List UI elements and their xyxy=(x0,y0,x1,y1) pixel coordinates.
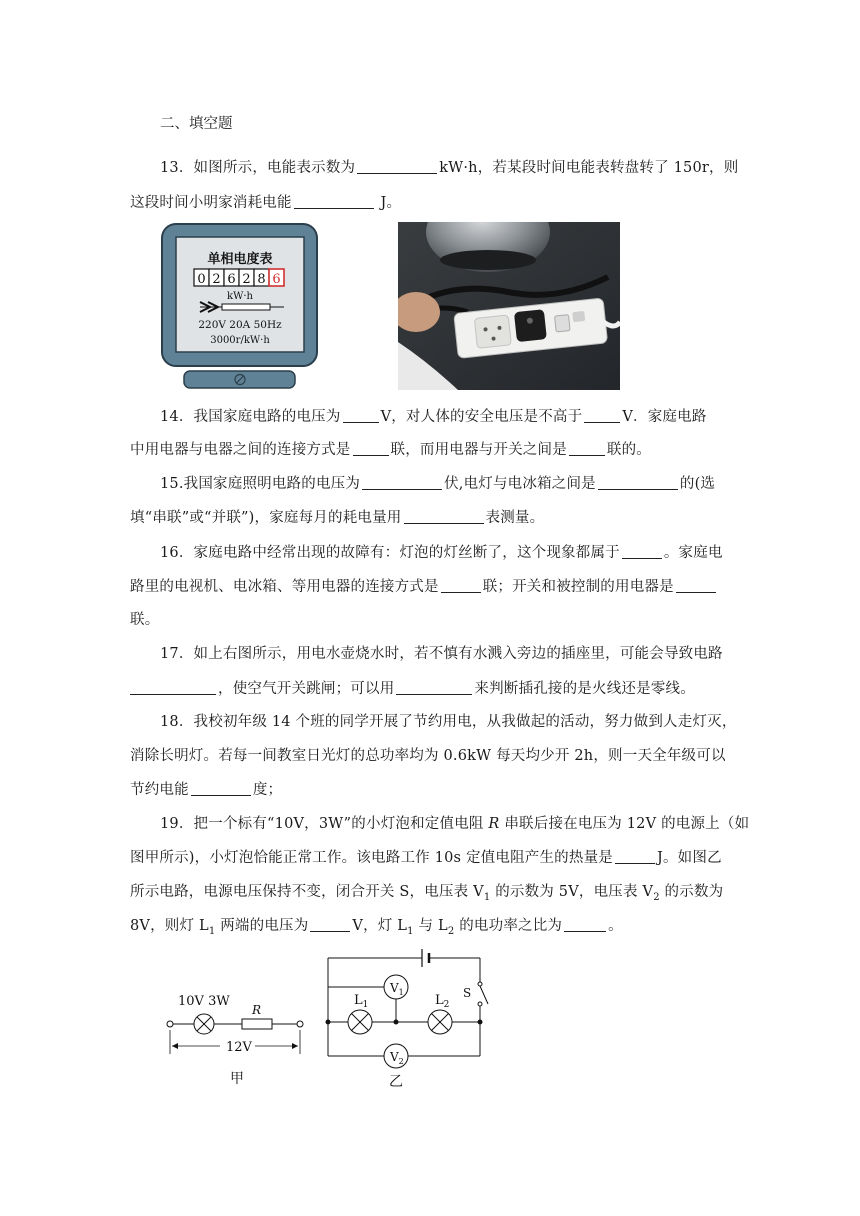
q13-blank-2[interactable] xyxy=(294,194,374,209)
q19-sub-v1: 1 xyxy=(483,891,491,903)
circuit-b xyxy=(318,946,490,1092)
voltmeter-v2-label: $V_2$ xyxy=(390,1050,404,1066)
battery-icon xyxy=(422,949,429,967)
q14-line-1 xyxy=(160,405,707,426)
q19-blank-3[interactable] xyxy=(564,917,606,932)
q16-blank-2[interactable] xyxy=(441,578,481,593)
terminal-left-icon xyxy=(167,1021,173,1027)
meter-digit-6: 6 xyxy=(272,272,281,287)
meter-digit-1: 0 xyxy=(197,272,206,287)
q14-text-c: V．家庭电路 xyxy=(622,409,707,425)
q19-text-g: 的示数为 xyxy=(659,884,724,900)
q16-line-3 xyxy=(130,608,159,629)
meter-spec-1: 220V 20A 50Hz xyxy=(198,319,282,331)
q19-text-a: 19．把一个标有“10V，3W”的小灯泡和定值电阻 xyxy=(160,816,489,832)
q19-blank-2[interactable] xyxy=(310,917,350,932)
q14-text-a: 14．我国家庭电路的电压为 xyxy=(160,409,341,425)
q13-line-1 xyxy=(160,156,738,177)
q19-sub-l1b: 1 xyxy=(407,925,414,937)
q14-text-f: 联的。 xyxy=(606,442,652,458)
q13-text-a: 13．如图所示，电能表示数为 xyxy=(160,160,356,176)
q17-line-2 xyxy=(130,677,695,698)
q17-text-b: ，使空气开关跳闸；可以用 xyxy=(218,681,395,697)
q14-text-b: V，对人体的安全电压是不高于 xyxy=(380,409,583,425)
q14-text-d: 中用电器与电器之间的连接方式是 xyxy=(130,442,351,458)
q13-blank-1[interactable] xyxy=(357,159,437,174)
q19-text-b: 串联后接在电压为 12V 的电源上（如 xyxy=(499,816,750,832)
q19-text-f: 的示数为 5V，电压表 V xyxy=(490,884,654,900)
q19-line-2 xyxy=(130,846,722,867)
meter-digit-2: 2 xyxy=(212,272,221,287)
q15-text-a: 15.我国家庭照明电路的电压为 xyxy=(160,476,361,492)
switch-label: S xyxy=(463,986,472,1000)
meter-digit-3: 6 xyxy=(227,272,236,287)
q19-text-e: 所示电路，电源电压保持不变，闭合开关 S，电压表 V xyxy=(130,884,484,900)
circuit-b-caption: 乙 xyxy=(389,1074,403,1090)
q16-text-b: 。家庭电 xyxy=(663,545,723,561)
q17-line-1 xyxy=(160,642,723,663)
q14-blank-1[interactable] xyxy=(343,408,379,423)
q19-blank-1[interactable] xyxy=(615,849,655,864)
q19-sub-l1a: 1 xyxy=(208,925,216,937)
q19-text-i: 两端的电压为 xyxy=(215,918,309,934)
terminal-right-icon xyxy=(297,1021,303,1027)
switch-s-icon[interactable] xyxy=(478,982,488,1006)
voltmeter-v1-label: $V_1$ xyxy=(390,981,404,997)
q18-text-d: 度； xyxy=(252,782,283,798)
q19-resistor-symbol: R xyxy=(488,816,500,832)
meter-digit-5: 8 xyxy=(257,272,266,287)
q15-text-d: 填“串联”或“并联”)，家庭每月的耗电量用 xyxy=(130,510,402,526)
circuit-a-resistor-label: R xyxy=(252,1003,262,1017)
meter-digit-row xyxy=(194,269,284,287)
circuit-a xyxy=(160,990,320,1090)
q14-blank-2[interactable] xyxy=(584,408,620,423)
q19-text-k: 与 L xyxy=(413,918,448,934)
q19-sub-l2: 2 xyxy=(447,925,455,937)
meter-title: 单相电度表 xyxy=(207,252,273,267)
circuit-a-voltage-label: 12V xyxy=(226,1040,252,1055)
q19-text-j: V，灯 L xyxy=(352,918,408,934)
q17-blank-1[interactable] xyxy=(130,680,216,695)
q15-blank-1[interactable] xyxy=(362,475,442,490)
q19-text-d: J。如图乙 xyxy=(656,850,722,866)
section-heading: 二、填空题 xyxy=(160,116,233,132)
q17-text-c: 来判断插孔接的是火线还是零线。 xyxy=(474,681,695,697)
q15-blank-3[interactable] xyxy=(404,509,484,524)
q13-text-b: kW·h，若某段时间电能表转盘转了 150r，则 xyxy=(439,160,739,176)
q16-line-2 xyxy=(130,575,718,596)
lamp-icon xyxy=(194,1014,214,1034)
q15-text-e: 表测量。 xyxy=(485,510,545,526)
resistor-icon xyxy=(242,1019,272,1029)
q17-blank-2[interactable] xyxy=(396,680,472,695)
q18-line-2 xyxy=(130,744,726,765)
q13-line-2 xyxy=(130,191,401,212)
q19-line-1 xyxy=(160,812,749,833)
q16-line-1 xyxy=(160,541,723,562)
q19-text-h: 8V，则灯 L xyxy=(130,918,209,934)
q15-text-b: 伏,电灯与电冰箱之间是 xyxy=(444,476,596,492)
q14-text-e: 联，而用电器与开关之间是 xyxy=(390,442,567,458)
q14-blank-3[interactable] xyxy=(353,441,389,456)
lamp-l1-label: $L_1$ xyxy=(354,993,369,1010)
q18-blank-1[interactable] xyxy=(191,781,251,796)
q18-text-c: 节约电能 xyxy=(130,782,189,798)
q19-text-m: 。 xyxy=(608,918,623,934)
circuit-a-caption: 甲 xyxy=(230,1071,244,1087)
q13-text-c: 这段时间小明家消耗电能 xyxy=(130,195,292,211)
meter-unit: kW·h xyxy=(227,291,253,302)
lamp-l2-label: $L_2$ xyxy=(435,993,450,1010)
q14-blank-4[interactable] xyxy=(569,441,605,456)
q15-line-2 xyxy=(130,506,544,527)
q15-text-c: 的(选 xyxy=(679,476,716,492)
q16-text-a: 16．家庭电路中经常出现的故障有：灯泡的灯丝断了，这个现象都属于 xyxy=(160,545,620,561)
q16-blank-1[interactable] xyxy=(622,544,662,559)
kettle-socket-photo xyxy=(398,222,620,390)
electricity-meter-figure xyxy=(160,222,320,392)
q13-text-d: J。 xyxy=(375,195,402,211)
q16-text-d: 联；开关和被控制的用电器是 xyxy=(482,579,674,595)
lamp-l2-icon xyxy=(428,1010,452,1034)
circuit-a-lamp-label: 10V 3W xyxy=(178,994,230,1009)
q15-blank-2[interactable] xyxy=(598,475,678,490)
lamp-l1-icon xyxy=(348,1010,372,1034)
q19-line-4 xyxy=(130,914,623,937)
q18-line-1 xyxy=(160,710,737,731)
q17-text-a: 17．如上右图所示，用电水壶烧水时，若不慎有水溅入旁边的插座里，可能会导致电路 xyxy=(160,646,723,662)
meter-digit-4: 2 xyxy=(242,272,251,287)
q19-sub-v2: 2 xyxy=(653,891,660,903)
q19-line-3 xyxy=(130,880,723,903)
meter-spec-2: 3000r/kW·h xyxy=(210,335,270,346)
q18-line-3 xyxy=(130,778,282,799)
q15-line-1 xyxy=(160,472,715,493)
q18-text-b: 消除长明灯。若每一间教室日光灯的总功率均为 0.6kW 每天均少开 2h，则一天全年级可以 xyxy=(130,748,726,764)
q16-text-c: 路里的电视机、电冰箱、等用电器的连接方式是 xyxy=(130,579,439,595)
q19-text-l: 的电功率之比为 xyxy=(454,918,563,934)
q18-text-a: 18．我校初年级 14 个班的同学开展了节约用电，从我做起的活动，努力做到人走灯灭， xyxy=(160,714,737,730)
q16-blank-3[interactable] xyxy=(676,578,716,593)
q16-text-e: 联。 xyxy=(130,612,160,628)
q19-text-c: 图甲所示)，小灯泡恰能正常工作。该电路工作 10s 定值电阻产生的热量是 xyxy=(130,850,613,866)
q14-line-2 xyxy=(130,438,651,459)
